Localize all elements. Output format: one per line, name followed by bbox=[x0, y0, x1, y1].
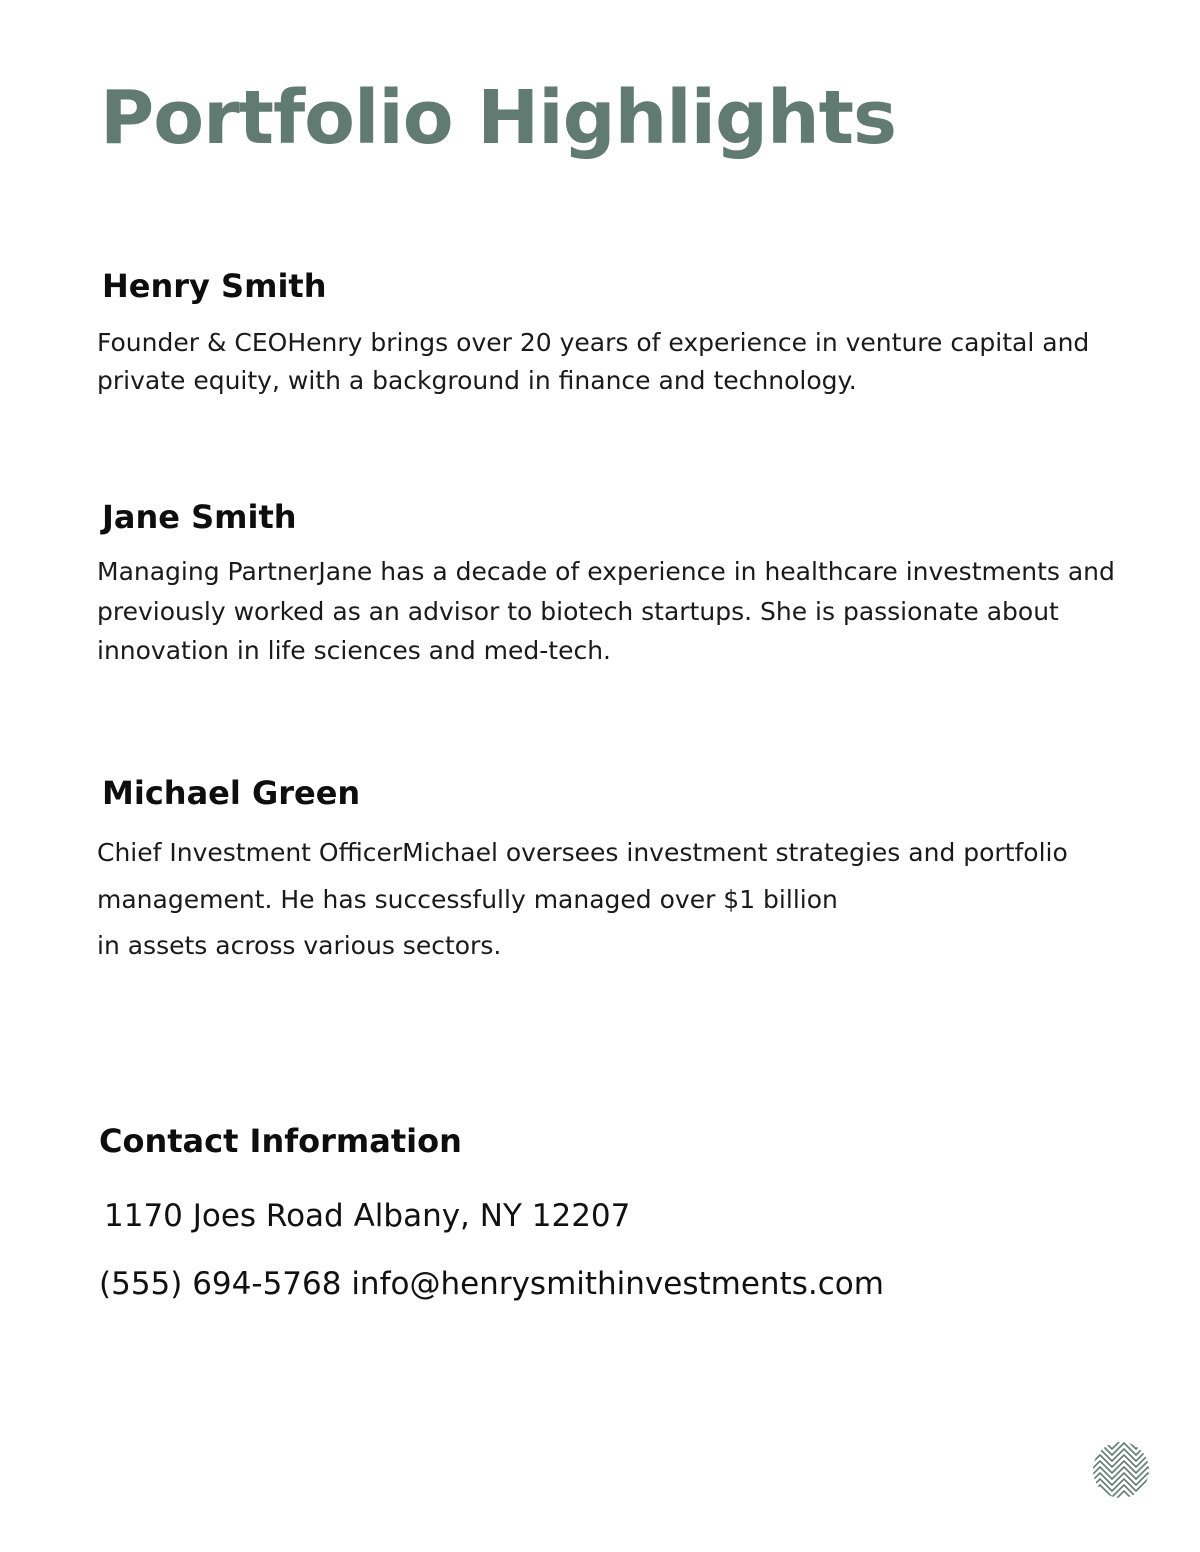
contact-section bbox=[99, 1121, 1099, 1304]
team-member-henry-smith bbox=[97, 266, 1147, 400]
team-member-bio bbox=[97, 834, 1147, 965]
team-member-name: Jane Smith bbox=[102, 498, 297, 536]
team-member-jane-smith bbox=[97, 497, 1147, 671]
team-member-bio: Managing PartnerJane has a decade of experience in healthcare investments and previously worked as an advisor to biotech startups. She is passionate about innovation in life sciences and med-tech. bbox=[97, 557, 1115, 665]
chevron-pattern-circle-icon bbox=[1092, 1441, 1150, 1499]
contact-address: 1170 Joes Road Albany, NY 12207 bbox=[104, 1198, 631, 1234]
team-member-name: Michael Green bbox=[102, 774, 361, 812]
bio-line: management. He has successfully managed over $1 billion bbox=[97, 885, 838, 914]
page-title: Portfolio Highlights bbox=[100, 75, 897, 161]
bio-line: Chief Investment OfficerMichael oversees investment strategies and portfolio bbox=[97, 838, 1068, 867]
contact-phone-email: (555) 694-5768 info@henrysmithinvestments.com bbox=[99, 1266, 884, 1302]
team-member-bio: Founder & CEOHenry brings over 20 years of experience in venture capital and private equity, with a background in finance and technology. bbox=[97, 328, 1090, 395]
team-member-name: Henry Smith bbox=[102, 267, 327, 305]
bio-line: in assets across various sectors. bbox=[97, 931, 502, 960]
contact-heading: Contact Information bbox=[99, 1122, 462, 1160]
team-member-michael-green bbox=[97, 773, 1147, 965]
